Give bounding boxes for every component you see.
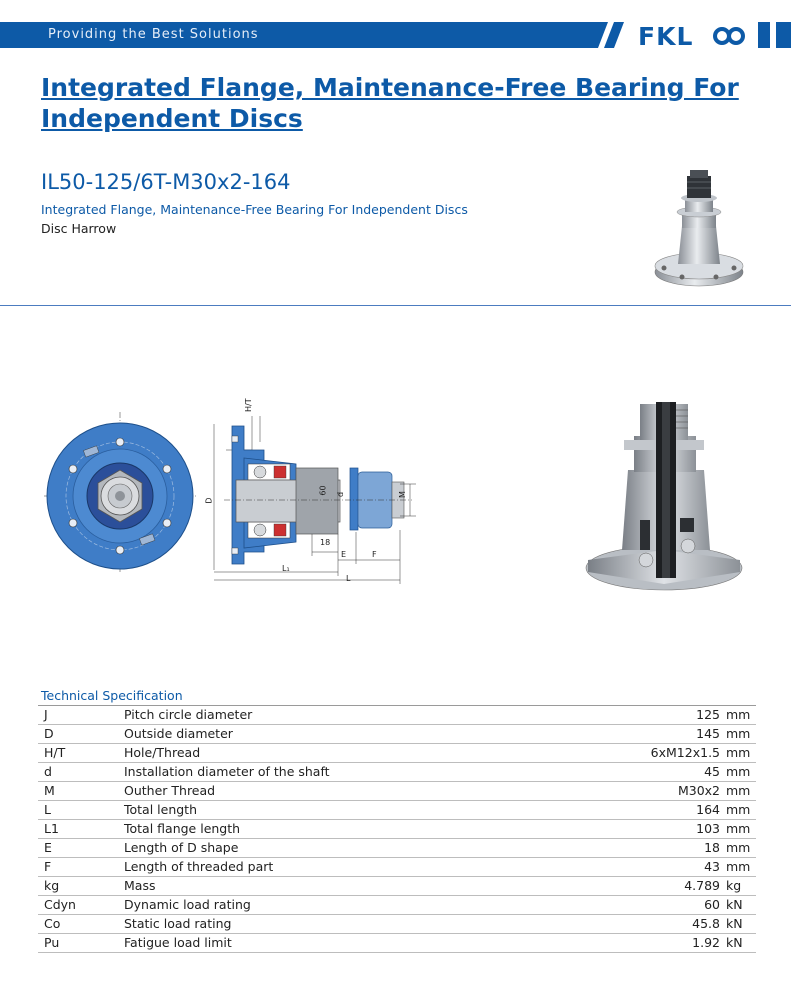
label-eighteen: 18 [320,538,331,547]
spec-symbol: E [38,839,124,858]
spec-table [38,705,756,953]
spec-symbol: F [38,858,124,877]
spec-unit: mm [726,706,756,725]
front-view-drawing [44,412,196,574]
spec-unit: mm [726,763,756,782]
spec-unit: mm [726,839,756,858]
spec-row [38,877,756,896]
spec-value: 164 [574,801,726,820]
spec-value: M30x2 [574,782,726,801]
spec-row [38,915,756,934]
spec-description: Installation diameter of the shaft [124,763,574,782]
spec-row [38,782,756,801]
spec-description: Total length [124,801,574,820]
label-sixty: 60 [318,485,328,496]
label-ht: H/T [244,398,253,412]
label-d-outer: D [204,497,214,504]
spec-description: Length of threaded part [124,858,574,877]
product-category: Disc Harrow [41,221,117,236]
product-photo [652,168,746,292]
spec-unit: kN [726,896,756,915]
spec-unit: kN [726,934,756,953]
spec-description: Static load rating [124,915,574,934]
logo-wordmark: FKL [638,22,694,51]
spec-row [38,725,756,744]
spec-description: Hole/Thread [124,744,574,763]
spec-value: 45 [574,763,726,782]
section-divider [0,305,791,306]
spec-symbol: D [38,725,124,744]
spec-description: Mass [124,877,574,896]
label-l: L [346,574,351,583]
spec-description: Outside diameter [124,725,574,744]
spec-unit: mm [726,782,756,801]
spec-symbol: d [38,763,124,782]
spec-row [38,820,756,839]
header-bar [0,22,791,51]
spec-value: 145 [574,725,726,744]
spec-row [38,896,756,915]
spec-row [38,839,756,858]
spec-symbol: L1 [38,820,124,839]
spec-symbol: kg [38,877,124,896]
spec-description: Total flange length [124,820,574,839]
spec-unit: kN [726,915,756,934]
model-number: IL50-125/6T-M30x2-164 [41,170,291,194]
spec-value: 103 [574,820,726,839]
spec-row [38,744,756,763]
spec-row [38,763,756,782]
spec-value: 18 [574,839,726,858]
spec-value: 43 [574,858,726,877]
logo-rings-icon [710,22,752,48]
spec-value: 60 [574,896,726,915]
spec-value: 6xM12x1.5 [574,744,726,763]
label-d-small: d [336,491,346,498]
spec-symbol: H/T [38,744,124,763]
spec-description: Pitch circle diameter [124,706,574,725]
spec-symbol: M [38,782,124,801]
spec-symbol: Pu [38,934,124,953]
label-l1: L₁ [282,564,290,573]
spec-unit: mm [726,801,756,820]
spec-unit: kg [726,877,756,896]
spec-unit: mm [726,858,756,877]
spec-symbol: Co [38,915,124,934]
spec-unit: mm [726,744,756,763]
page-title: Integrated Flange, Maintenance-Free Bearing For Independent Discs [41,73,739,133]
spec-description: Dynamic load rating [124,896,574,915]
spec-section-title: Technical Specification [41,688,183,703]
spec-value: 1.92 [574,934,726,953]
label-e: E [341,550,347,559]
spec-description: Outher Thread [124,782,574,801]
spec-value: 125 [574,706,726,725]
cutaway-render [584,400,744,592]
spec-unit: mm [726,725,756,744]
side-section-drawing [204,402,424,592]
spec-row [38,801,756,820]
spec-symbol: J [38,706,124,725]
label-f: F [372,550,377,559]
spec-row [38,934,756,953]
spec-description: Fatigue load limit [124,934,574,953]
spec-unit: mm [726,820,756,839]
spec-description: Length of D shape [124,839,574,858]
label-m: M [397,491,407,498]
spec-symbol: Cdyn [38,896,124,915]
tagline: Providing the Best Solutions [48,27,259,42]
spec-row [38,706,756,725]
product-subtitle: Integrated Flange, Maintenance-Free Bearing For Independent Discs [41,202,468,217]
brand-logo [598,22,791,51]
spec-row [38,858,756,877]
spec-value: 4.789 [574,877,726,896]
spec-value: 45.8 [574,915,726,934]
spec-symbol: L [38,801,124,820]
